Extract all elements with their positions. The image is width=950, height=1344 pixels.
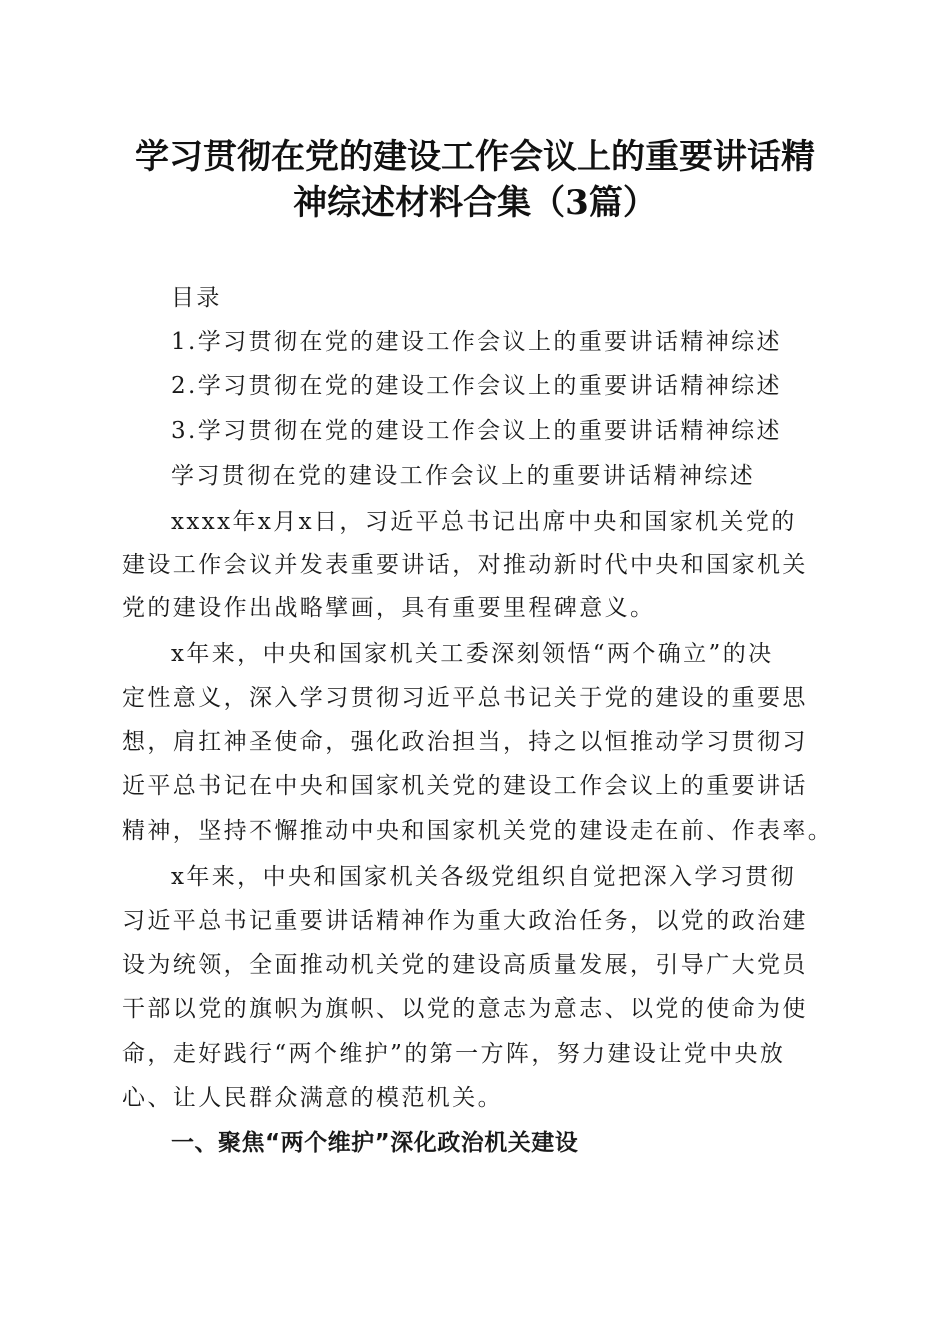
toc-item: 3.学习贯彻在党的建设工作会议上的重要讲话精神综述 [171,418,782,444]
paragraph-line: 想，肩扛神圣使命，强化政治担当，持之以恒推动学习贯彻习 [122,729,808,755]
title-line: 神综述材料合集（3篇） [293,183,657,223]
paragraph-line: 心、让人民群众满意的模范机关。 [122,1085,503,1111]
paragraph-line: x年来，中央和国家机关各级党组织自觉把深入学习贯彻 [171,864,796,890]
toc-item: 1.学习贯彻在党的建设工作会议上的重要讲话精神综述 [171,329,782,355]
paragraph-line: 建设工作会议并发表重要讲话，对推动新时代中央和国家机关 [122,552,808,578]
paragraph-line: 定性意义，深入学习贯彻习近平总书记关于党的建设的重要思 [122,685,808,711]
section-heading: 一、聚焦“两个维护”深化政治机关建设 [171,1130,579,1156]
paragraph-line: 习近平总书记重要讲话精神作为重大政治任务，以党的政治建 [122,908,808,934]
paragraph-line: 精神，坚持不懈推动中央和国家机关党的建设走在前、作表率。 [122,818,834,844]
article-title: 学习贯彻在党的建设工作会议上的重要讲话精神综述 [171,463,756,489]
paragraph-line: 近平总书记在中央和国家机关党的建设工作会议上的重要讲话 [122,773,808,799]
paragraph-line: 党的建设作出战略擘画，具有重要里程碑意义。 [122,595,656,621]
toc-heading: 目录 [171,285,222,311]
paragraph-line: x年来，中央和国家机关工委深刻领悟“两个确立”的决 [171,641,774,667]
paragraph-line: 干部以党的旗帜为旗帜、以党的意志为意志、以党的使命为使 [122,996,808,1022]
paragraph-line: 设为统领，全面推动机关党的建设高质量发展，引导广大党员 [122,952,808,978]
document-title [100,134,850,226]
toc-item: 2.学习贯彻在党的建设工作会议上的重要讲话精神综述 [171,373,782,399]
title-line: 学习贯彻在党的建设工作会议上的重要讲话精 [135,137,815,177]
paragraph-line: 命，走好践行“两个维护”的第一方阵，努力建设让党中央放 [122,1041,786,1067]
paragraph-line: xxxx年x月x日，习近平总书记出席中央和国家机关党的 [171,509,797,535]
